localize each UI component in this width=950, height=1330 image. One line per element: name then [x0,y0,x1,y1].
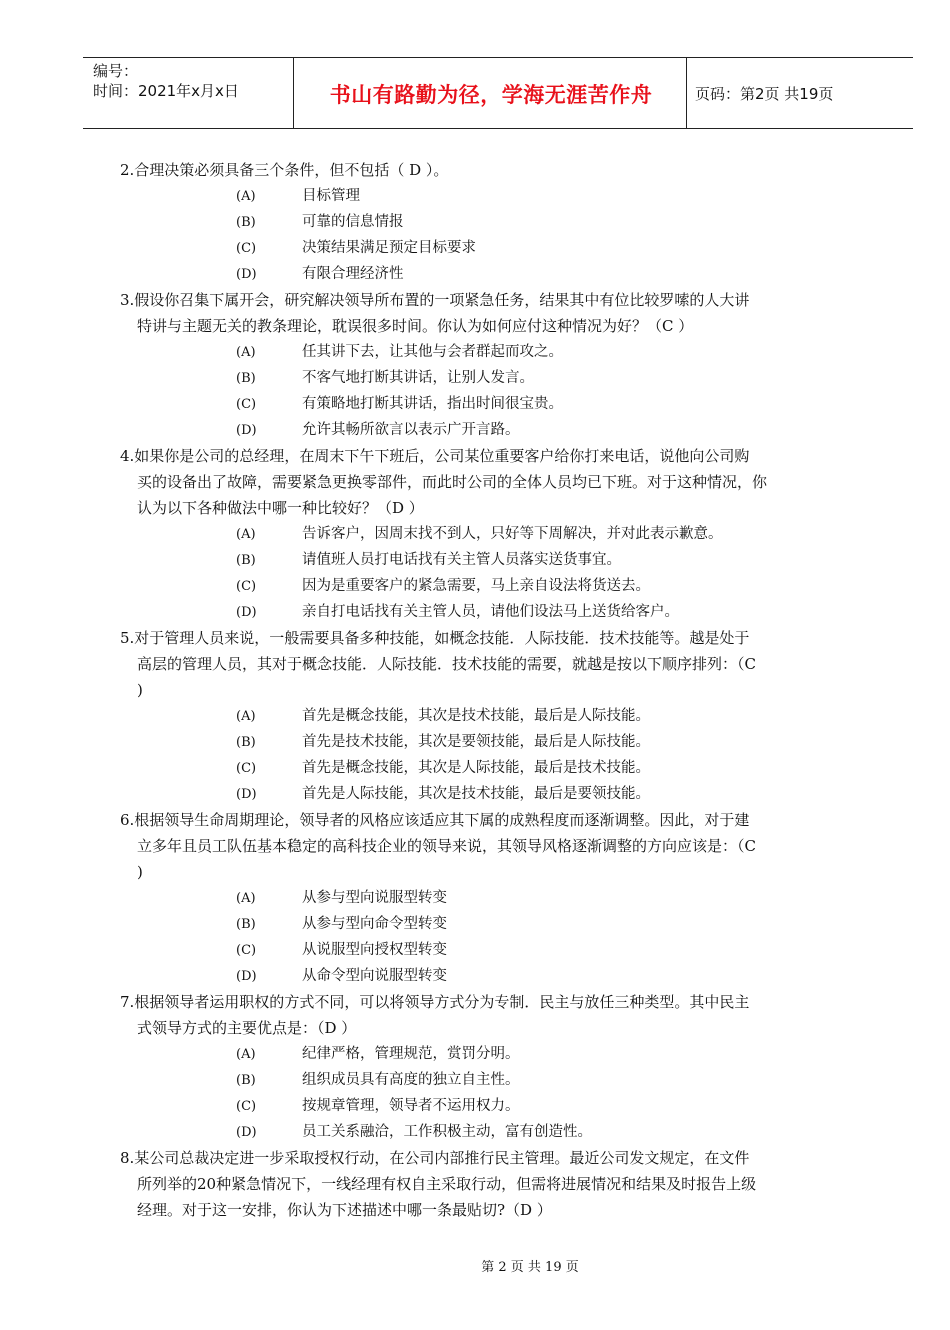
option-text: 员工关系融洽，工作积极主动，富有创造性。 [302,1124,592,1140]
option-text: 因为是重要客户的紧急需要，马上亲自设法将货送去。 [302,578,650,594]
question-line: 高层的管理人员，其对于概念技能．人际技能．技术技能的需要，就越是按以下顺序排列：（C [137,655,756,673]
option-label: (B) [236,215,256,230]
option-label: (B) [236,917,256,932]
answer-option [236,417,876,444]
question-line: 经理。对于这一安排，你认为下述描述中哪一条最贴切?（D ） [137,1201,552,1219]
answer-option [236,547,876,574]
option-label: (C) [236,397,257,412]
question-line: 6.根据领导生命周期理论，领导者的风格应该适应其下属的成熟程度而逐渐调整。因此，对于建 [120,811,750,829]
option-text: 允许其畅所欲言以表示广开言路。 [302,422,520,438]
answer-option [236,729,876,756]
answer-option [236,261,876,288]
answer-option [236,235,876,262]
question-line: 认为以下各种做法中哪一种比较好？（D ） [137,499,424,517]
header-meta [93,61,239,101]
answer-option [236,1041,876,1068]
question-line: 特讲与主题无关的教条理论，耽误很多时间。你认为如何应付这种情况为好？（C ） [137,317,694,335]
option-label: (A) [236,345,256,360]
option-label: (A) [236,1047,256,1062]
option-label: (C) [236,761,257,776]
question-line: 4.如果你是公司的总经理，在周末下午下班后，公司某位重要客户给你打来电话，说他向公司购 [120,447,750,465]
option-text: 任其讲下去，让其他与会者群起而攻之。 [302,344,563,360]
answer-option [236,573,876,600]
option-label: (A) [236,709,256,724]
header-motto: 书山有路勤为径，学海无涯苦作舟 [329,83,653,107]
answer-option [236,391,876,418]
question-line: 所列举的20种紧急情况下，一线经理有权自主采取行动，但需将进展情况和结果及时报告上级 [137,1175,757,1193]
option-text: 从说服型向授权型转变 [302,942,447,958]
option-label: (C) [236,241,257,256]
option-label: (D) [236,423,257,438]
answer-option [236,521,876,548]
option-text: 按规章管理，领导者不运用权力。 [302,1098,520,1114]
question-line: 立多年且员工队伍基本稳定的高科技企业的领导来说，其领导风格逐渐调整的方向应该是：（C [137,837,756,855]
option-text: 目标管理 [302,188,360,204]
option-text: 首先是概念技能，其次是人际技能，最后是技术技能。 [302,760,650,776]
option-text: 有策略地打断其讲话，指出时间很宝贵。 [302,396,563,412]
answer-option [236,703,876,730]
answer-option [236,911,876,938]
option-text: 从参与型向说服型转变 [302,890,447,906]
answer-option [236,937,876,964]
header-bottom-rule [83,128,913,129]
option-label: (A) [236,527,256,542]
option-label: (B) [236,553,256,568]
answer-option [236,885,876,912]
header-top-rule [83,57,913,58]
answer-option [236,599,876,626]
time-label: 时间：2021年x月x日 [93,82,239,100]
answer-option [236,963,876,990]
question-line: 式领导方式的主要优点是：（D ） [137,1019,357,1037]
option-label: (D) [236,605,257,620]
header-divider-1 [293,57,294,129]
question-line: ) [137,681,143,699]
question-line: 8.某公司总裁决定进一步采取授权行动，在公司内部推行民主管理。最近公司发文规定，在文件 [120,1149,750,1167]
answer-option [236,781,876,808]
answer-option [236,1067,876,1094]
option-text: 首先是技术技能，其次是要领技能，最后是人际技能。 [302,734,650,750]
page-header [83,57,913,129]
header-page-number: 页码：第2页 共19页 [695,85,834,103]
option-text: 从参与型向命令型转变 [302,916,447,932]
option-text: 有限合理经济性 [302,266,404,282]
option-label: (C) [236,943,257,958]
answer-option [236,1093,876,1120]
question-line: 3.假设你召集下属开会，研究解决领导所布置的一项紧急任务，结果其中有位比较罗嗦的人大讲 [120,291,750,309]
question-line: 2.合理决策必须具备三个条件，但不包括（ D ）。 [120,161,449,179]
option-label: (B) [236,735,256,750]
option-text: 告诉客户，因周末找不到人，只好等下周解决，并对此表示歉意。 [302,526,723,542]
option-label: (B) [236,371,256,386]
option-text: 组织成员具有高度的独立自主性。 [302,1072,520,1088]
option-label: (C) [236,1099,257,1114]
code-label: 编号： [93,62,139,80]
page-footer: 第 2 页 共 19 页 [481,1260,579,1275]
option-text: 请值班人员打电话找有关主管人员落实送货事宜。 [302,552,621,568]
answer-option [236,365,876,392]
option-text: 从命令型向说服型转变 [302,968,447,984]
answer-option [236,339,876,366]
option-text: 可靠的信息情报 [302,214,404,230]
option-label: (D) [236,969,257,984]
option-label: (D) [236,787,257,802]
question-line: 买的设备出了故障，需要紧急更换零部件，而此时公司的全体人员均已下班。对于这种情况，你 [137,473,768,491]
option-text: 决策结果满足预定目标要求 [302,240,476,256]
option-label: (A) [236,891,256,906]
option-label: (B) [236,1073,256,1088]
option-text: 不客气地打断其讲话，让别人发言。 [302,370,534,386]
option-label: (D) [236,1125,257,1140]
answer-option [236,209,876,236]
option-label: (D) [236,267,257,282]
question-line: ) [137,863,143,881]
answer-option [236,183,876,210]
option-text: 纪律严格，管理规范，赏罚分明。 [302,1046,520,1062]
answer-option [236,755,876,782]
question-line: 5.对于管理人员来说，一般需要具备多种技能，如概念技能．人际技能．技术技能等。越是处于 [120,629,750,647]
question-line: 7.根据领导者运用职权的方式不同，可以将领导方式分为专制．民主与放任三种类型。其中民主 [120,993,750,1011]
option-label: (A) [236,189,256,204]
option-text: 首先是概念技能，其次是技术技能，最后是人际技能。 [302,708,650,724]
answer-option [236,1119,876,1146]
option-label: (C) [236,579,257,594]
option-text: 首先是人际技能，其次是技术技能，最后是要领技能。 [302,786,650,802]
option-text: 亲自打电话找有关主管人员，请他们设法马上送货给客户。 [302,604,679,620]
